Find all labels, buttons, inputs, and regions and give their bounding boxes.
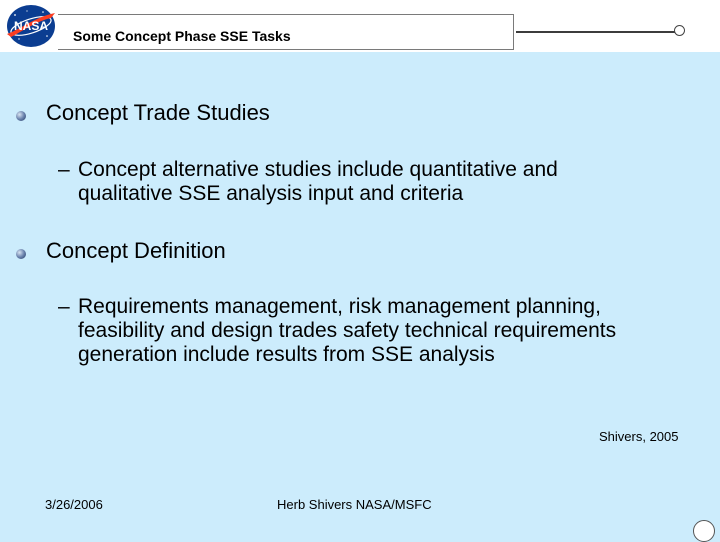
corner-dot: [693, 520, 715, 542]
sub-bullet-line: feasibility and design trades safety technical requirements: [78, 319, 617, 342]
bullet-heading: Concept Trade Studies: [46, 100, 270, 125]
sub-bullet-dash: –: [58, 158, 70, 181]
nasa-logo: [3, 3, 59, 49]
citation: Shivers, 2005: [599, 429, 679, 444]
bullet-heading: Concept Definition: [46, 238, 226, 263]
sub-bullet-line: generation include results from SSE analysis: [78, 343, 495, 366]
sub-bullet-line: qualitative SSE analysis input and criteria: [78, 182, 464, 205]
sub-bullet-text: [78, 158, 718, 206]
sub-bullet-text: [78, 295, 718, 367]
sub-bullet-line: Requirements management, risk management planning,: [78, 295, 601, 318]
footer-date: 3/26/2006: [45, 497, 103, 512]
header-bar: [0, 0, 720, 52]
sub-bullet-dash: –: [58, 295, 70, 318]
sub-bullet-line: Concept alternative studies include quantitative and: [78, 158, 558, 181]
slide-title: Some Concept Phase SSE Tasks: [73, 28, 291, 44]
bullet-icon: [16, 249, 26, 259]
footer-author: Herb Shivers NASA/MSFC: [277, 497, 432, 512]
header-rule-end-dot: [674, 25, 685, 36]
bullet-icon: [16, 111, 26, 121]
nasa-logo-text: NASA: [13, 19, 49, 33]
header-rule: [516, 31, 678, 33]
